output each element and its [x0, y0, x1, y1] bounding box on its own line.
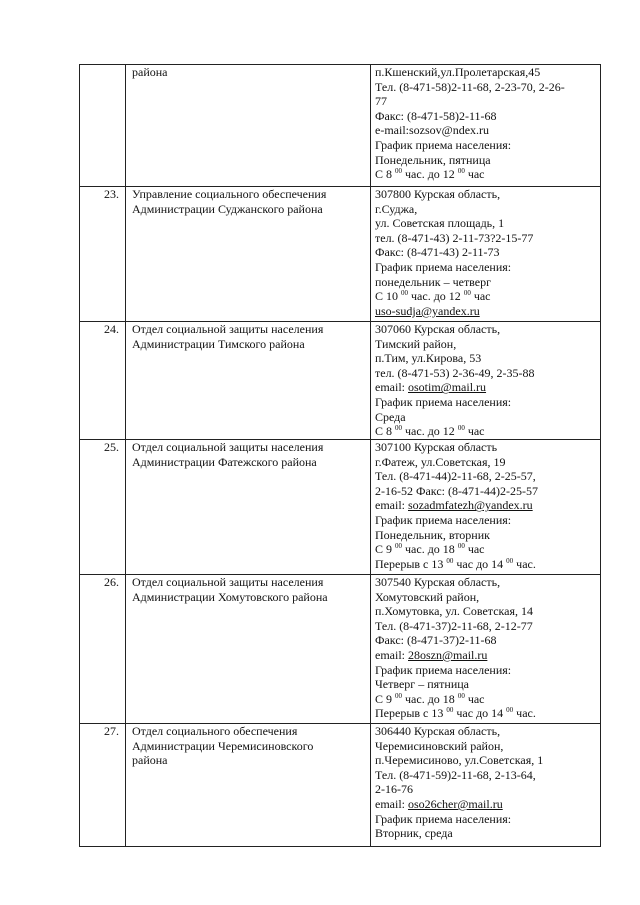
contact-text: тел. (8-471-43) 2-11-73?2-15-77: [375, 230, 534, 245]
office-name-line: Управление социального обеспечения: [132, 187, 327, 201]
contact-line: [375, 322, 598, 337]
contact-text: email:: [375, 498, 408, 513]
contact-line: [375, 245, 598, 260]
superscript-minutes: 00: [401, 289, 409, 298]
contact-text: Среда: [375, 409, 406, 424]
contact-text: Факс: (8-471-37)2-11-68: [375, 633, 497, 648]
contact-text: email:: [375, 380, 408, 395]
contact-line: [375, 380, 598, 395]
contact-text: час: [464, 542, 485, 557]
office-contact-cell: [371, 322, 601, 440]
contact-line: [375, 351, 598, 366]
contact-line: [375, 304, 598, 319]
office-contact-cell: [371, 187, 601, 322]
contact-text: час. до 18: [402, 542, 458, 557]
row-number: 27.: [80, 724, 126, 847]
table-row: [80, 65, 601, 187]
contact-text: Перерыв с 13: [375, 706, 447, 721]
contact-line: [375, 498, 598, 513]
contact-text: час. до 12: [408, 289, 464, 304]
offices-table-body: [80, 65, 601, 847]
contact-text: г.Суджа,: [375, 201, 418, 216]
contact-text: 307540 Курская область,: [375, 575, 501, 589]
contact-line: [375, 739, 598, 754]
row-number: 24.: [80, 322, 126, 440]
contact-text: 77: [375, 94, 387, 109]
contact-text: Перерыв с 13: [375, 556, 447, 571]
office-name-cell: [126, 65, 371, 187]
office-name-line: Администрации Суджанского района: [132, 201, 323, 216]
table-row: [80, 575, 601, 724]
contact-line: [375, 202, 598, 217]
contact-line: [375, 289, 598, 304]
contact-text: С 9: [375, 691, 396, 706]
contact-text: час: [470, 289, 491, 304]
contact-line: [375, 138, 598, 153]
superscript-minutes: 00: [395, 691, 403, 700]
contact-text: час. до 18: [402, 691, 458, 706]
contact-text: Вторник, среда: [375, 826, 453, 841]
contact-text: Тел. (8-471-37)2-11-68, 2-12-77: [375, 618, 533, 633]
contact-line: [375, 648, 598, 663]
contact-line: [375, 80, 598, 95]
row-number: [80, 65, 126, 187]
office-contact-cell: [371, 65, 601, 187]
contact-line: [375, 260, 598, 275]
contact-line: [375, 366, 598, 381]
contact-text: e-mail:sozsov@ndex.ru: [375, 123, 490, 138]
contact-line: [375, 542, 598, 557]
contact-text: Тел. (8-471-59)2-11-68, 2-13-64,: [375, 767, 536, 782]
table-row: [80, 322, 601, 440]
office-name-line: Отдел социальной защиты населения: [132, 440, 324, 454]
office-name-line: Отдел социальной защиты населения: [132, 575, 324, 589]
row-number: 25.: [80, 440, 126, 575]
table-row: [80, 724, 601, 847]
contact-text: тел. (8-471-53) 2-36-49, 2-35-88: [375, 365, 535, 380]
contact-text: График приема населения:: [375, 394, 512, 409]
contact-text: Хомутовский район,: [375, 589, 480, 604]
table-row: [80, 440, 601, 575]
contact-line: [375, 167, 598, 182]
contact-line: [375, 557, 598, 572]
contact-line: [375, 231, 598, 246]
contact-text: График приема населения:: [375, 662, 512, 677]
office-contact-cell: [371, 575, 601, 724]
superscript-minutes: 00: [457, 167, 465, 176]
contact-text: Тел. (8-471-44)2-11-68, 2-25-57,: [375, 469, 536, 484]
contact-text: 307060 Курская область,: [375, 322, 501, 336]
office-name-cell: [126, 440, 371, 575]
superscript-minutes: 00: [457, 691, 465, 700]
contact-line: [375, 337, 598, 352]
contact-line: [375, 469, 598, 484]
contact-text: г.Фатеж, ул.Советская, 19: [375, 454, 506, 469]
contact-line: [375, 575, 598, 590]
office-name-line: Отдел социального обеспечения: [132, 724, 298, 738]
office-name-cell: [126, 724, 371, 847]
contact-text: Тимский район,: [375, 336, 457, 351]
contact-text: час: [464, 167, 485, 182]
contact-text: График приема населения:: [375, 512, 512, 527]
contact-text: час: [464, 424, 485, 439]
superscript-minutes: 00: [446, 556, 454, 565]
contact-line: [375, 440, 598, 455]
superscript-minutes: 00: [395, 542, 403, 551]
contact-line: [375, 706, 598, 721]
office-name-line: района: [132, 65, 168, 79]
contact-text: час.: [513, 556, 536, 571]
contact-line: [375, 797, 598, 812]
contact-text: п.Черемисиново, ул.Советская, 1: [375, 753, 544, 768]
contact-text: С 8: [375, 424, 396, 439]
table-row: [80, 187, 601, 322]
contact-line: [375, 663, 598, 678]
contact-text: час.: [513, 706, 536, 721]
contact-line: [375, 187, 598, 202]
office-name-cell: [126, 322, 371, 440]
contact-text: понедельник – четверг: [375, 274, 492, 289]
contact-text: Факс: (8-471-43) 2-11-73: [375, 245, 500, 260]
contact-text: час: [464, 691, 485, 706]
contact-line: [375, 275, 598, 290]
email-link[interactable]: oso26cher@mail.ru: [408, 796, 503, 811]
office-name-line: Администрации Хомутовского района: [132, 589, 328, 604]
contact-text: С 9: [375, 542, 396, 557]
superscript-minutes: 00: [457, 542, 465, 551]
office-name-line: Администрации Фатежского района: [132, 454, 317, 469]
contact-text: Понедельник, пятница: [375, 152, 491, 167]
contact-text: Тел. (8-471-58)2-11-68, 2-23-70, 2-26-: [375, 79, 565, 94]
contact-text: email:: [375, 647, 408, 662]
contact-text: ул. Советская площадь, 1: [375, 216, 505, 231]
offices-table: [79, 64, 601, 847]
contact-line: [375, 410, 598, 425]
contact-line: [375, 768, 598, 783]
contact-line: [375, 94, 598, 109]
contact-line: [375, 604, 598, 619]
contact-line: [375, 153, 598, 168]
contact-line: [375, 619, 598, 634]
superscript-minutes: 00: [506, 706, 514, 715]
contact-text: График приема населения:: [375, 259, 512, 274]
contact-line: [375, 528, 598, 543]
contact-line: [375, 590, 598, 605]
contact-text: п.Кшенский,ул.Пролетарская,45: [375, 65, 541, 79]
contact-line: [375, 724, 598, 739]
contact-line: [375, 123, 598, 138]
email-link[interactable]: uso-sudja@yandex.ru: [375, 303, 480, 318]
contact-line: [375, 109, 598, 124]
email-link[interactable]: sozadmfatezh@yandex.ru: [408, 498, 533, 513]
contact-line: [375, 812, 598, 827]
contact-text: час. до 12: [402, 424, 458, 439]
contact-text: п.Хомутовка, ул. Советская, 14: [375, 604, 534, 619]
row-number: 26.: [80, 575, 126, 724]
contact-text: Четверг – пятница: [375, 677, 469, 692]
superscript-minutes: 00: [463, 289, 471, 298]
contact-line: [375, 216, 598, 231]
contact-text: час. до 12: [402, 167, 458, 182]
contact-line: [375, 424, 598, 439]
office-name-line: Отдел социальной защиты населения: [132, 322, 324, 336]
contact-text: 2-16-52 Факс: (8-471-44)2-25-57: [375, 483, 538, 498]
contact-text: час до 14: [453, 556, 507, 571]
superscript-minutes: 00: [457, 424, 465, 433]
contact-line: [375, 513, 598, 528]
contact-text: 307100 Курская область: [375, 440, 498, 454]
office-contact-cell: [371, 440, 601, 575]
contact-text: 307800 Курская область,: [375, 187, 501, 201]
contact-text: email:: [375, 796, 408, 811]
row-number: 23.: [80, 187, 126, 322]
superscript-minutes: 00: [446, 706, 454, 715]
contact-line: [375, 395, 598, 410]
contact-text: С 8: [375, 167, 396, 182]
contact-text: час до 14: [453, 706, 507, 721]
contact-line: [375, 65, 598, 80]
superscript-minutes: 00: [395, 167, 403, 176]
contact-line: [375, 677, 598, 692]
office-contact-cell: [371, 724, 601, 847]
office-name-line: района: [132, 753, 168, 768]
email-link[interactable]: osotim@mail.ru: [408, 380, 487, 395]
contact-text: 2-16-76: [375, 782, 413, 797]
contact-line: [375, 484, 598, 499]
email-link[interactable]: 28oszn@mail.ru: [408, 647, 488, 662]
contact-text: Черемисиновский район,: [375, 738, 504, 753]
contact-line: [375, 633, 598, 648]
contact-text: п.Тим, ул.Кирова, 53: [375, 351, 482, 366]
contact-text: Понедельник, вторник: [375, 527, 490, 542]
contact-text: График приема населения:: [375, 137, 512, 152]
contact-line: [375, 455, 598, 470]
contact-text: Факс: (8-471-58)2-11-68: [375, 108, 497, 123]
contact-text: 306440 Курская область,: [375, 724, 501, 738]
office-name-cell: [126, 575, 371, 724]
contact-line: [375, 753, 598, 768]
superscript-minutes: 00: [395, 424, 403, 433]
contact-line: [375, 782, 598, 797]
office-name-cell: [126, 187, 371, 322]
contact-line: [375, 826, 598, 841]
contact-line: [375, 692, 598, 707]
contact-text: С 10: [375, 289, 402, 304]
office-name-line: Администрации Тимского района: [132, 336, 305, 351]
contact-text: График приема населения:: [375, 811, 512, 826]
superscript-minutes: 00: [506, 556, 514, 565]
office-name-line: Администрации Черемисиновского: [132, 738, 314, 753]
